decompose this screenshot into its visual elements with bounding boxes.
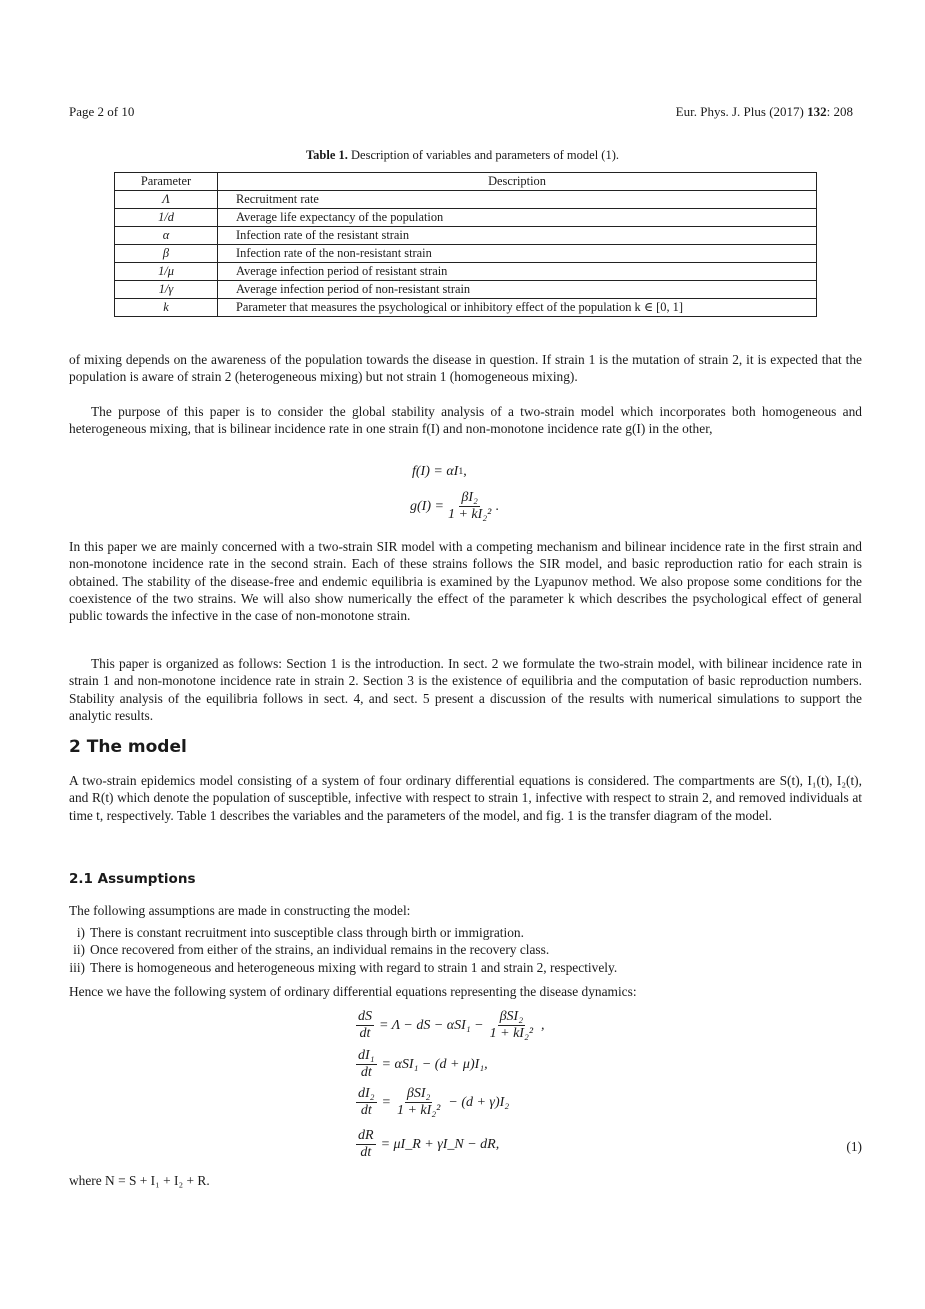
equation-f: f(I) = αI 1 , xyxy=(412,464,467,479)
equation-rhs-tail: − (d + γ)I₂ xyxy=(448,1094,510,1110)
parameter-description: Infection rate of the non-resistant strain xyxy=(218,245,817,263)
list-item xyxy=(60,959,860,976)
incidence-denominator: 1 + kI₂² xyxy=(396,1103,441,1118)
ode-equation xyxy=(354,1009,545,1042)
table-caption-label: Table 1. xyxy=(305,148,348,162)
parameter-symbol: α xyxy=(115,227,218,245)
parameter-symbol: Λ xyxy=(115,191,218,209)
journal-volume: 132 xyxy=(807,104,827,119)
paragraph-mixing-awareness: of mixing depends on the awareness of the population towards the disease in question. If strain 1 is the mutation of strain 2, it is expected that the population is aware of strain 2 (heterogeneous mixing) but not strain 1 (homogeneous mixing). xyxy=(69,352,862,385)
section-heading-model: 2 The model xyxy=(69,737,187,757)
table-row xyxy=(115,227,817,245)
parameter-description: Average infection period of non-resistant strain xyxy=(218,281,817,299)
equation-rhs: = αSI₁ − (d + μ)I₁, xyxy=(381,1056,488,1072)
derivative-denominator: dt xyxy=(360,1065,372,1080)
parameter-symbol: β xyxy=(115,245,218,263)
page-number: Page 2 of 10 xyxy=(69,104,135,119)
equation-g xyxy=(410,490,499,523)
parameter-description: Average life expectancy of the population xyxy=(218,209,817,227)
equation-g-lhs: g(I) = xyxy=(410,498,444,514)
journal-citation xyxy=(676,103,853,120)
incidence-fraction xyxy=(395,1086,442,1119)
parameter-description: Average infection period of resistant strain xyxy=(218,263,817,281)
paragraph-hence: Hence we have the following system of ordinary differential equations representing the disease dynamics: xyxy=(69,984,637,999)
paragraph-purpose: The purpose of this paper is to consider the global stability analysis of a two-strain model which incorporates both homogeneous and heterogeneous mixing, that is bilinear incidence rate in one strain f(I) and non-monotone incidence rate g(I) in the other, xyxy=(69,404,862,437)
table-row xyxy=(115,245,817,263)
column-header-parameter: Parameter xyxy=(115,173,218,191)
parameter-description: Parameter that measures the psychological or inhibitory effect of the population k ∈ [0, 1] xyxy=(218,299,817,317)
incidence-fraction xyxy=(488,1009,535,1042)
ode-equation xyxy=(354,1128,499,1161)
equation-rhs: = μI_R + γI_N − dR, xyxy=(380,1136,500,1152)
incidence-denominator: 1 + kI₂² xyxy=(489,1026,534,1041)
assumptions-intro: The following assumptions are made in constructing the model: xyxy=(69,903,411,918)
paragraph-model-description: A two-strain epidemics model consisting of a system of four ordinary differential equations is considered. The compartments are S(t), I₁(t), I₂(t), and R(t) which denote the population of susceptible, infective with respect to strain 1, infective with respect to strain 2, and removed individuals at time t, respectively. Table 1 describes the variables and the parameters of the model, and fig. 1 is the transfer diagram of the model. xyxy=(69,773,862,823)
table-row xyxy=(115,209,817,227)
equation-g-numerator: βI₂ xyxy=(461,490,478,505)
list-marker: iii) xyxy=(69,959,85,975)
derivative-numerator: dS xyxy=(358,1009,372,1024)
list-item xyxy=(60,941,860,958)
derivative-numerator: dI₁ xyxy=(358,1048,375,1063)
parameter-symbol: k xyxy=(115,299,218,317)
parameter-description: Infection rate of the resistant strain xyxy=(218,227,817,245)
derivative-denominator: dt xyxy=(359,1026,371,1041)
paragraph-where: where N = S + I₁ + I₂ + R. xyxy=(69,1173,210,1188)
incidence-numerator: βSI₂ xyxy=(499,1009,524,1024)
table-caption-text: Description of variables and parameters of model (1). xyxy=(347,148,619,162)
list-text: Once recovered from either of the strains, an individual remains in the recovery class. xyxy=(90,942,550,958)
incidence-numerator: βSI₂ xyxy=(406,1086,431,1101)
table-caption xyxy=(0,147,925,164)
table-row xyxy=(115,299,817,317)
list-marker: i) xyxy=(76,925,85,940)
list-text: There is homogeneous and heterogeneous mixing with regard to strain 1 and strain 2, respectively. xyxy=(90,959,618,975)
table-row xyxy=(115,263,817,281)
parameter-symbol: 1/d xyxy=(115,209,218,227)
parameter-symbol: 1/μ xyxy=(115,263,218,281)
derivative-fraction xyxy=(356,1009,374,1042)
table-header-row xyxy=(115,173,817,191)
equation-rhs: = Λ − dS − αSI₁ − xyxy=(379,1017,484,1033)
derivative-fraction xyxy=(356,1086,377,1119)
equation-f-tail: , xyxy=(463,464,467,479)
equation-rhs-tail: , xyxy=(541,1017,545,1033)
list-text: There is constant recruitment into susceptible class through birth or immigration. xyxy=(90,925,524,940)
equation-f-lhs: f(I) = αI xyxy=(412,464,459,479)
derivative-numerator: dI₂ xyxy=(358,1086,375,1101)
table-row xyxy=(115,191,817,209)
assumptions-list xyxy=(60,924,860,976)
equation-g-fraction xyxy=(446,490,493,523)
journal-name: Eur. Phys. J. Plus (2017) xyxy=(675,104,804,119)
equation-g-denominator: 1 + kI₂² xyxy=(447,507,492,522)
derivative-denominator: dt xyxy=(360,1103,372,1118)
equation-number: (1) xyxy=(846,1139,862,1154)
ode-equation xyxy=(354,1048,488,1081)
paragraph-organization: This paper is organized as follows: Section 1 is the introduction. In sect. 2 we formulate the two-strain model, with bilinear incidence rate in strain 1 and non-monotone incidence rate in strain 2. Section 3 is the existence of equilibria and the computation of basic reproduction numbers. Stability analysis of the equilibria follows in sect. 4, and sect. 5 present a discussion of the results with numerical simulations to support the analytic results. xyxy=(69,656,862,723)
derivative-denominator: dt xyxy=(360,1145,372,1160)
parameter-symbol: 1/γ xyxy=(115,281,218,299)
ode-equation xyxy=(354,1086,509,1119)
list-item xyxy=(60,924,860,941)
list-marker: ii) xyxy=(73,942,85,958)
equation-g-tail: . xyxy=(495,498,499,514)
equation-rhs: = xyxy=(381,1094,391,1110)
article-number: : 208 xyxy=(826,104,853,119)
paragraph-main-concern: In this paper we are mainly concerned with a two-strain SIR model with a competing mechanism and bilinear incidence rate in the first strain and non-monotone incidence rate in the second strain. Each of these strains follows the SIR model, and basic reproduction ratio for each strain is obtained. The stability of the disease-free and endemic equilibria is examined by the Lyapunov method. We also propose some conditions for the coexistence of the two strains. We will also show numerically the effect of the parameter k which describes the psychological effect of general public towards the infective in the case of non-monotone strain. xyxy=(69,539,862,624)
parameters-table xyxy=(114,172,817,317)
derivative-fraction xyxy=(356,1048,377,1081)
parameter-description: Recruitment rate xyxy=(218,191,817,209)
subsection-heading-assumptions: 2.1 Assumptions xyxy=(69,871,196,887)
derivative-fraction xyxy=(356,1128,376,1161)
column-header-description: Description xyxy=(218,173,817,191)
table-row xyxy=(115,281,817,299)
derivative-numerator: dR xyxy=(358,1128,374,1143)
